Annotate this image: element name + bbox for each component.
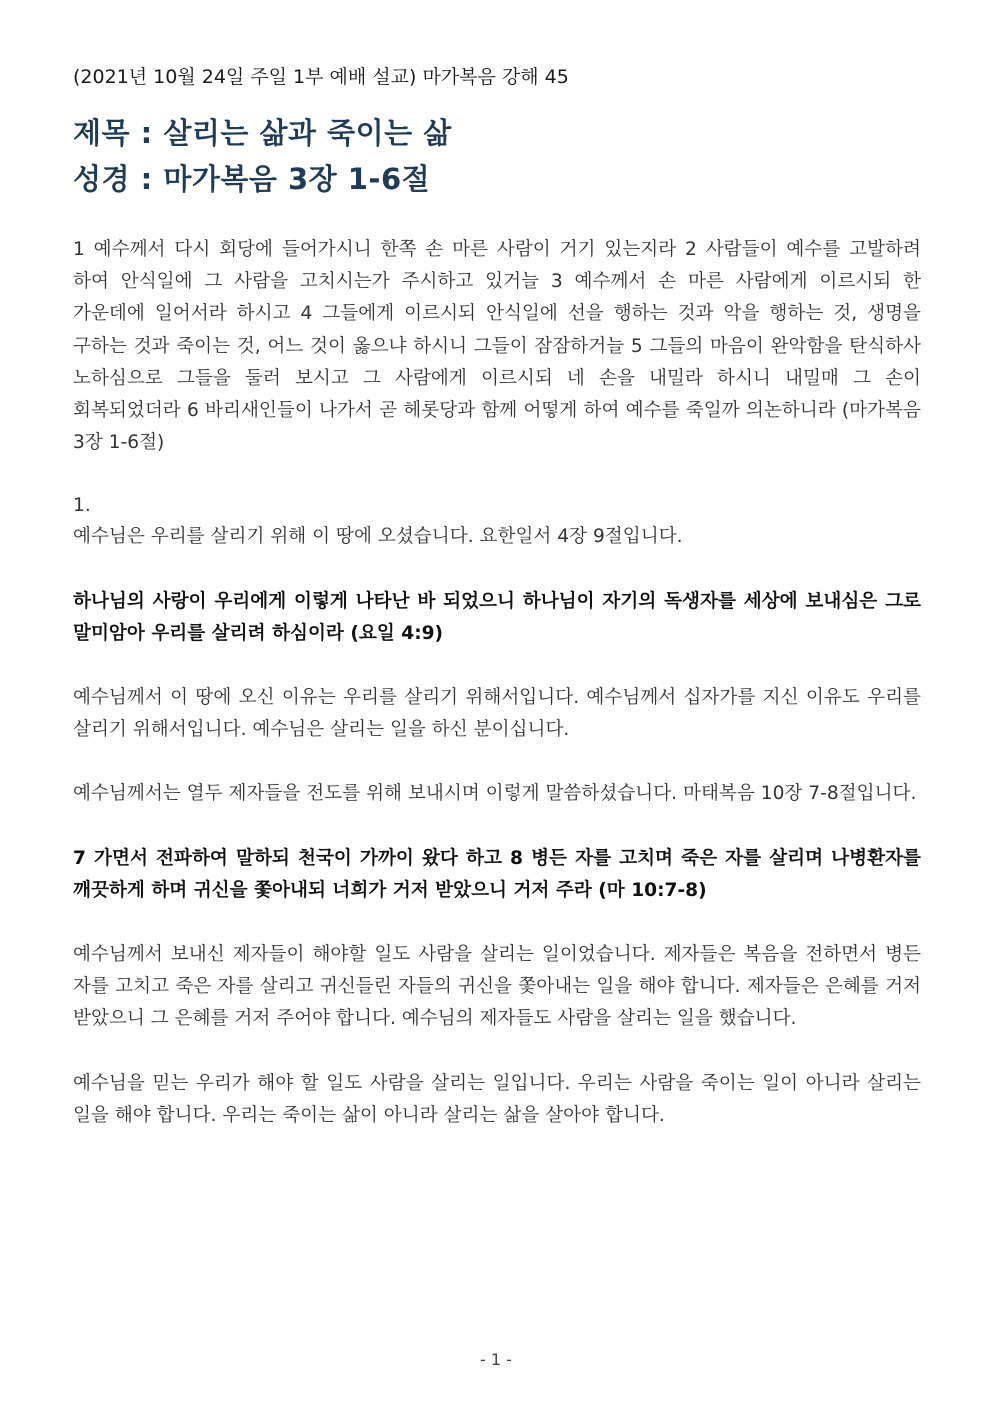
document-page [73, 62, 921, 1132]
paragraph-5: 예수님을 믿는 우리가 해야 할 일도 사람을 살리는 일입니다. 우리는 사람을 죽이는 일이 아니라 살리는 일을 해야 합니다. 우리는 죽이는 삶이 아니라 살리는 삶을 살아야 합니다. [73, 1072, 921, 1126]
page-number: - 1 - [480, 1350, 512, 1369]
title-block [73, 110, 921, 202]
quote-2: 7 가면서 전파하여 말하되 천국이 가까이 왔다 하고 8 병든 자를 고치며 죽은 자를 살리며 나병환자를 깨끗하게 하며 귀신을 쫓아내되 너희가 거저 받았으니 거저 주라 (마 10:7-8) [73, 847, 921, 901]
paragraph-4: 예수님께서 보내신 제자들이 해야할 일도 사람을 살리는 일이었습니다. 제자들은 복음을 전하면서 병든 자를 고치고 죽은 자를 살리고 귀신들린 자들의 귀신을 쫓아내는 일을 해야 합니다. 제자들은 은혜를 거저 받았으니 그 은혜를 거저 주어야 합니다. 예수님의 제자들도 사람을 살리는 일을 했습니다. [73, 944, 921, 1030]
paragraph-2: 예수님께서 이 땅에 오신 이유는 우리를 살리기 위해서입니다. 예수님께서 십자가를 지신 이유도 우리를 살리기 위해서입니다. 예수님은 살리는 일을 하신 분이십니다. [73, 687, 921, 741]
sermon-title: 제목 : 살리는 삶과 죽이는 삶 [73, 116, 452, 150]
section-number: 1. [73, 495, 91, 517]
paragraph-3: 예수님께서는 열두 제자들을 전도를 위해 보내시며 이렇게 말씀하셨습니다. 마태복음 10장 7-8절입니다. [73, 783, 917, 805]
scripture-reference: 성경 : 마가복음 3장 1-6절 [73, 162, 431, 196]
paragraph-1: 예수님은 우리를 살리기 위해 이 땅에 오셨습니다. 요한일서 4장 9절입니다. [73, 526, 683, 548]
scripture-passage: 1 예수께서 다시 회당에 들어가시니 한쪽 손 마른 사람이 거기 있는지라 2 사람들이 예수를 고발하려 하여 안식일에 그 사람을 고치시는가 주시하고 있거늘 3 예수께서 손 마른 사람에게 이르시되 한 가운데에 일어서라 하시고 4 그들에게 이르시되 안식일에 선을 행하는 것과 악을 행하는 것, 생명을 구하는 것과 죽이는 것, 어느 것이 옳으냐 하시니 그들이 잠잠하거늘 5 그들의 마음이 완악함을 탄식하사 노하심으로 그들을 둘러 보시고 그 사람에게 이르시되 네 손을 내밀라 하시니 내밀매 그 손이 회복되었더라 6 바리새인들이 나가서 곧 헤롯당과 함께 어떻게 하여 예수를 죽일까 의논하니라 (마가복음 3장 1-6절) [73, 239, 921, 454]
quote-1: 하나님의 사랑이 우리에게 이렇게 나타난 바 되었으니 하나님이 자기의 독생자를 세상에 보내심은 그로 말미암아 우리를 살리려 하심이라 (요일 4:9) [73, 590, 921, 644]
sermon-meta: (2021년 10월 24일 주일 1부 예배 설교) 마가복음 강해 45 [73, 66, 569, 88]
